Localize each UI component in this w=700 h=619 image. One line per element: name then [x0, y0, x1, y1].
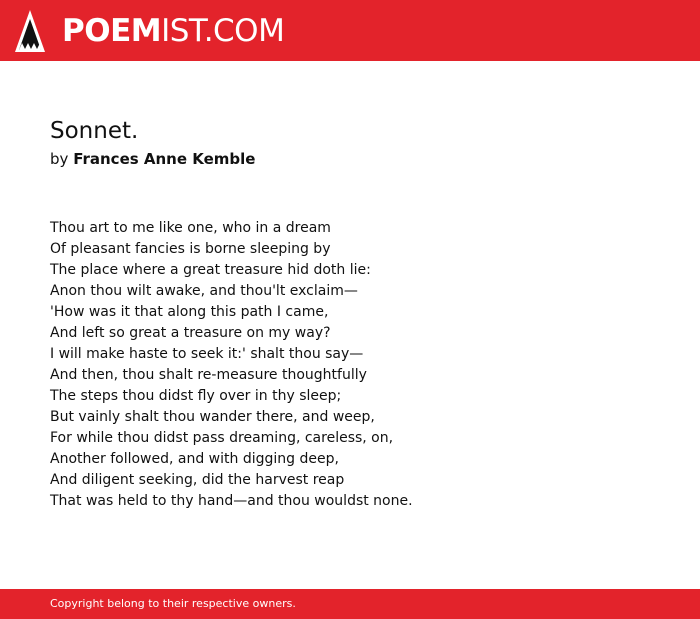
poem-line: Of pleasant fancies is borne sleeping by — [50, 241, 331, 257]
copyright-text: Copyright belong to their respective owners. — [50, 597, 296, 610]
poem-body — [50, 218, 413, 512]
author-name: Frances Anne Kemble — [73, 150, 256, 168]
poem-line: But vainly shalt thou wander there, and weep, — [50, 409, 375, 425]
by-label: by — [50, 150, 69, 168]
poem-title: Sonnet. — [50, 118, 139, 144]
poem-line: Anon thou wilt awake, and thou'lt exclaim— — [50, 283, 358, 299]
poem-line: For while thou didst pass dreaming, careless, on, — [50, 430, 394, 446]
site-footer — [0, 589, 700, 619]
brand-bold: POEM — [62, 13, 162, 49]
poem-line: Thou art to me like one, who in a dream — [50, 220, 331, 236]
poem-line: And left so great a treasure on my way? — [50, 325, 331, 341]
poem-line: The place where a great treasure hid doth lie: — [50, 262, 371, 278]
poem-line: 'How was it that along this path I came, — [50, 304, 329, 320]
site-logo-text[interactable] — [62, 11, 284, 51]
poem-line: I will make haste to seek it:' shalt thou say— — [50, 346, 364, 362]
byline — [50, 148, 255, 170]
poem-line: Another followed, and with digging deep, — [50, 451, 339, 467]
pencil-icon[interactable] — [14, 10, 46, 52]
poem-line: That was held to thy hand—and thou wouldst none. — [50, 493, 413, 509]
site-header — [0, 0, 700, 61]
poem-line: The steps thou didst fly over in thy sleep; — [50, 388, 342, 404]
poem-line: And diligent seeking, did the harvest reap — [50, 472, 345, 488]
brand-light: IST.COM — [161, 13, 285, 49]
poem-line: And then, thou shalt re-measure thoughtfully — [50, 367, 367, 383]
